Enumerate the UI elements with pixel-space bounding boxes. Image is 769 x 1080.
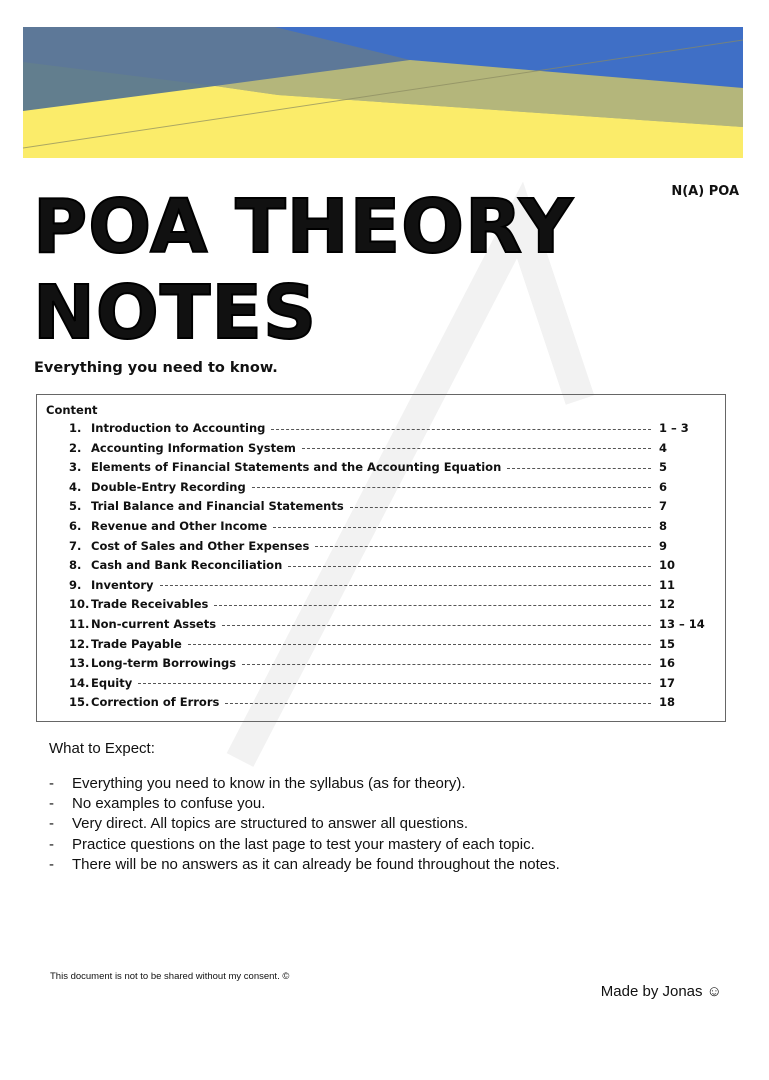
toc-label: Equity — [91, 675, 133, 690]
toc-label: Trade Receivables — [91, 597, 209, 612]
toc-leader — [507, 468, 651, 469]
toc-pages: 18 — [659, 695, 676, 710]
toc-number: 3. — [69, 460, 82, 475]
toc-pages: 8 — [659, 519, 668, 533]
toc-number: 4. — [69, 479, 82, 494]
toc-number: 10. — [69, 597, 90, 612]
toc-number: 6. — [69, 519, 82, 533]
toc-number: 11. — [69, 617, 90, 631]
toc-entry — [69, 497, 714, 515]
toc-heading: Content — [46, 403, 98, 417]
toc-label: Trade Payable — [91, 636, 182, 651]
toc-leader — [315, 546, 651, 547]
toc-entry — [69, 576, 714, 594]
toc-label: Trial Balance and Financial Statements — [91, 499, 344, 514]
bullet-dash: - — [49, 775, 54, 792]
toc-number: 14. — [69, 675, 90, 690]
toc-pages: 6 — [659, 479, 668, 494]
expect-text: Everything you need to know in the syllabus (as for theory). — [72, 775, 466, 792]
page-title-line2: NOTES — [33, 270, 318, 356]
toc-label: Cash and Bank Reconciliation — [91, 558, 283, 573]
toc-entry — [69, 517, 714, 535]
toc-label: Long-term Borrowings — [91, 656, 237, 671]
bullet-dash: - — [49, 815, 54, 833]
toc-label: Revenue and Other Income — [91, 519, 268, 533]
bullet-dash: - — [49, 835, 54, 853]
toc-leader — [242, 664, 651, 665]
toc-entry — [69, 458, 714, 476]
toc-pages: 7 — [659, 499, 668, 514]
toc-entry — [69, 635, 714, 653]
toc-label: Double-Entry Recording — [91, 479, 246, 494]
toc-pages: 17 — [659, 675, 676, 690]
toc-number: 1. — [69, 421, 82, 435]
toc-pages: 15 — [659, 636, 676, 651]
toc-entry — [69, 654, 714, 672]
toc-leader — [225, 703, 651, 704]
bullet-dash: - — [49, 855, 54, 873]
expect-text: No examples to confuse you. — [72, 795, 266, 813]
toc-number: 15. — [69, 695, 90, 710]
expect-item — [49, 836, 535, 853]
toc-pages: 4 — [659, 440, 668, 455]
toc-leader — [302, 448, 651, 449]
toc-number: 13. — [69, 656, 90, 671]
expect-heading: What to Expect: — [49, 740, 155, 757]
toc-label: Accounting Information System — [91, 440, 296, 455]
toc-entry — [69, 615, 714, 633]
toc-pages: 13 – 14 — [659, 617, 705, 631]
toc-pages: 1 – 3 — [659, 421, 689, 435]
toc-leader — [271, 429, 651, 430]
bullet-dash: - — [49, 795, 54, 813]
copyright-notice: This document is not to be shared without my consent. © — [50, 971, 290, 982]
expect-item — [49, 775, 466, 792]
toc-number: 9. — [69, 577, 82, 592]
expect-item — [49, 795, 265, 812]
toc-leader — [273, 527, 651, 528]
subtitle: Everything you need to know. — [34, 360, 278, 376]
toc-label: Elements of Financial Statements and the Accounting Equation — [91, 460, 502, 475]
author-credit: Made by Jonas ☺ — [600, 983, 722, 1000]
toc-leader — [188, 644, 651, 645]
toc-number: 2. — [69, 440, 82, 455]
toc-entry — [69, 693, 714, 711]
toc-leader — [222, 625, 651, 626]
toc-pages: 9 — [659, 538, 668, 553]
expect-item — [49, 856, 560, 873]
toc-entry — [69, 478, 714, 496]
toc-entry — [69, 674, 714, 692]
toc-label: Cost of Sales and Other Expenses — [91, 538, 310, 553]
toc-number: 7. — [69, 538, 82, 553]
toc-entry — [69, 595, 714, 613]
toc-number: 12. — [69, 636, 90, 651]
toc-leader — [252, 487, 651, 488]
toc-label: Introduction to Accounting — [91, 421, 266, 435]
expect-item — [49, 815, 468, 832]
toc-leader — [214, 605, 651, 606]
toc-label: Inventory — [91, 577, 154, 592]
toc-pages: 11 — [659, 577, 676, 592]
expect-text: Practice questions on the last page to test your mastery of each topic. — [72, 835, 535, 853]
toc-entry — [69, 419, 714, 437]
toc-label: Correction of Errors — [91, 695, 220, 710]
toc-label: Non-current Assets — [91, 617, 217, 631]
toc-number: 5. — [69, 499, 82, 514]
expect-text: Very direct. All topics are structured to answer all questions. — [72, 815, 469, 833]
toc-entry — [69, 439, 714, 457]
toc-pages: 10 — [659, 558, 676, 573]
toc-entry — [69, 537, 714, 555]
toc-pages: 5 — [659, 460, 668, 475]
toc-number: 8. — [69, 558, 82, 573]
toc-leader — [288, 566, 651, 567]
table-of-contents — [36, 394, 726, 722]
toc-leader — [138, 683, 651, 684]
course-code: N(A) POA — [671, 184, 739, 199]
toc-pages: 16 — [659, 656, 676, 671]
toc-pages: 12 — [659, 597, 676, 612]
toc-leader — [350, 507, 651, 508]
toc-entry — [69, 556, 714, 574]
page-title-line1: POA THEORY — [33, 184, 574, 270]
expect-text: There will be no answers as it can already be found throughout the notes. — [72, 855, 560, 873]
toc-leader — [160, 585, 651, 586]
